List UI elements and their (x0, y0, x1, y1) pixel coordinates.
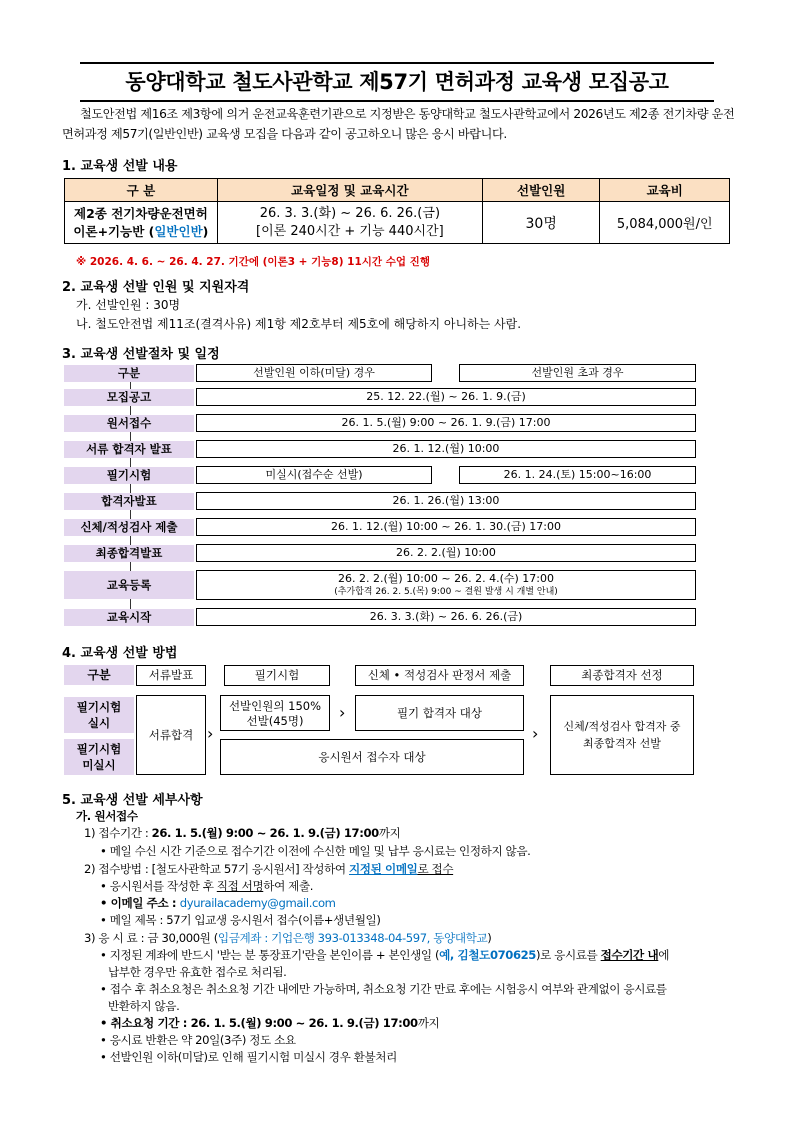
process-label: 필기시험 (64, 467, 194, 484)
method-h2: 필기시험 (224, 665, 330, 686)
email-link[interactable]: dyurailacademy@gmail.com (179, 896, 336, 910)
process-value: 26. 1. 12.(월) 10:00 (196, 440, 696, 458)
chevron-right-icon: › (339, 703, 346, 722)
line-3-bullet-3: • 취소요청 기간 : 26. 1. 5.(월) 9:00 ~ 26. 1. 9.(금) 17:00까지 (100, 1016, 440, 1030)
process-value: 25. 12. 22.(월) ~ 26. 1. 9.(금) (196, 388, 696, 406)
schedule-note: ※ 2026. 4. 6. ~ 26. 4. 27. 기간에 (이론3 + 기능8) 11시간 수업 진행 (76, 256, 430, 268)
selection-count: 가. 선발인원 : 30명 (76, 298, 181, 312)
process-label: 원서접수 (64, 415, 194, 432)
th-schedule: 교육일정 및 교육시간 (217, 179, 482, 202)
process-label: 합격자발표 (64, 493, 194, 510)
th-category: 구 분 (65, 179, 218, 202)
method-h1: 서류발표 (136, 665, 206, 686)
method-h4: 최종합격자 선정 (550, 665, 694, 686)
chevron-right-icon: › (207, 724, 214, 743)
chevron-right-icon: › (532, 724, 539, 743)
process-label: 교육등록 (64, 571, 194, 599)
method-row1-label: 필기시험 실시 (64, 697, 134, 733)
all-target-box: 응시원서 접수자 대상 (220, 739, 524, 775)
process-value: 26. 2. 2.(월) 10:00 (196, 544, 696, 562)
line-3-bullet-1: • 지정된 계좌에 반드시 '받는 분 통장표기'란을 본인이름 + 본인생일 (예, 김철도070625)로 응시료를 접수기간 내에 (100, 948, 670, 962)
process-label-header: 구분 (64, 365, 194, 382)
selection-table (64, 178, 730, 244)
section-2-heading: 2. 교육생 선발 인원 및 지원자격 (62, 280, 250, 295)
doc-pass-box: 서류합격 (136, 695, 206, 775)
eligibility: 나. 철도안전법 제11조(결격사유) 제1항 제2호부터 제5호에 해당하지 아니하는 사람. (76, 317, 522, 331)
schedule-cell: 26. 3. 3.(화) ~ 26. 6. 26.(금) [이론 240시간 + 기능 440시간] (217, 202, 482, 244)
page-title: 동양대학교 철도사관학교 제57기 면허과정 교육생 모집공고 (125, 70, 669, 94)
line-1-bullet: • 메일 수신 시간 기준으로 접수기간 이전에 수신한 메일 및 납부 응시료는 인정하지 않음. (100, 844, 531, 858)
process-label: 교육시작 (64, 609, 194, 626)
ratio-box: 선발인원의 150% 선발(45명) (220, 695, 330, 731)
line-3-bullet-2: • 접수 후 취소요청은 취소요청 기간 내에만 가능하며, 취소요청 기간 만료 후에는 시험응시 여부와 관계없이 응시료를 (100, 982, 667, 996)
process-value: 26. 2. 2.(월) 10:00 ~ 26. 2. 4.(수) 17:00 (추가합격 26. 2. 5.(목) 9:00 ~ 결원 발생 시 개별 안내) (196, 570, 696, 600)
count-cell: 30명 (482, 202, 600, 244)
th-count: 선발인원 (482, 179, 600, 202)
line-1: 1) 접수기간 : 26. 1. 5.(월) 9:00 ~ 26. 1. 9.(금) 17:00까지 (84, 826, 401, 840)
process-label: 서류 합격자 발표 (64, 441, 194, 458)
method-h3: 신체 • 적성검사 판정서 제출 (355, 665, 524, 686)
fee-cell: 5,084,000원/인 (600, 202, 730, 244)
written-target-box: 필기 합격자 대상 (355, 695, 524, 731)
line-2-bullet-2: • 이메일 주소 : dyurailacademy@gmail.com (100, 896, 336, 910)
line-2-bullet-1: • 응시원서를 작성한 후 직접 서명하여 제출. (100, 879, 314, 893)
case-under-header: 선발인원 이하(미달) 경우 (196, 364, 432, 382)
line-3-bullet-1-cont: 납부한 경우만 유효한 접수로 처리됨. (108, 965, 287, 979)
line-3-bullet-4: • 응시료 반환은 약 20일(3주) 정도 소요 (100, 1033, 296, 1047)
intro-paragraph: 철도안전법 제16조 제3항에 의거 운전교육훈련기관으로 지정받은 동양대학교 철도사관학교에서 2026년도 제2종 전기차량 운전면허과정 제57기(일반인반) 교육생 모집을 다음과 같이 공고하오니 많은 응시 바랍니다. (62, 107, 735, 141)
process-value-under: 미실시(접수순 선발) (196, 466, 432, 484)
title-box (80, 62, 714, 102)
process-value-over: 26. 1. 24.(토) 15:00~16:00 (459, 466, 696, 484)
process-label: 최종합격발표 (64, 545, 194, 562)
line-2-bullet-3: • 메일 제목 : 57기 입교생 응시원서 접수(이름+생년월일) (100, 913, 381, 927)
method-label-header: 구분 (64, 665, 134, 685)
process-value: 26. 3. 3.(화) ~ 26. 6. 26.(금) (196, 608, 696, 626)
final-box: 신체/적성검사 합격자 중 최종합격자 선발 (550, 695, 694, 775)
section-1-heading: 1. 교육생 선발 내용 (62, 159, 178, 174)
process-label: 신체/적성검사 제출 (64, 519, 194, 536)
process-value: 26. 1. 5.(월) 9:00 ~ 26. 1. 9.(금) 17:00 (196, 414, 696, 432)
process-value: 26. 1. 26.(월) 13:00 (196, 492, 696, 510)
subsection-a: 가. 원서접수 (76, 809, 138, 823)
course-cell: 제2종 전기차량운전면허 이론+기능반 (일반인반) (65, 202, 218, 244)
line-2: 2) 접수방법 : [철도사관학교 57기 응시원서] 작성하여 지정된 이메일로 접수 (84, 862, 454, 876)
case-over-header: 선발인원 초과 경우 (459, 364, 696, 382)
line-3-bullet-5: • 선발인원 이하(미달)로 인해 필기시험 미실시 경우 환불처리 (100, 1050, 397, 1064)
section-4-heading: 4. 교육생 선발 방법 (62, 646, 178, 661)
line-3: 3) 응 시 료 : 금 30,000원 (입금계좌 : 기업은행 393-013348-04-597, 동양대학교) (84, 931, 492, 945)
line-3-bullet-2-cont: 반환하지 않음. (108, 999, 180, 1013)
process-value: 26. 1. 12.(월) 10:00 ~ 26. 1. 30.(금) 17:00 (196, 518, 696, 536)
method-row2-label: 필기시험 미실시 (64, 739, 134, 775)
th-fee: 교육비 (600, 179, 730, 202)
section-5-heading: 5. 교육생 선발 세부사항 (62, 793, 203, 808)
process-label: 모집공고 (64, 389, 194, 406)
section-3-heading: 3. 교육생 선발절차 및 일정 (62, 347, 220, 362)
